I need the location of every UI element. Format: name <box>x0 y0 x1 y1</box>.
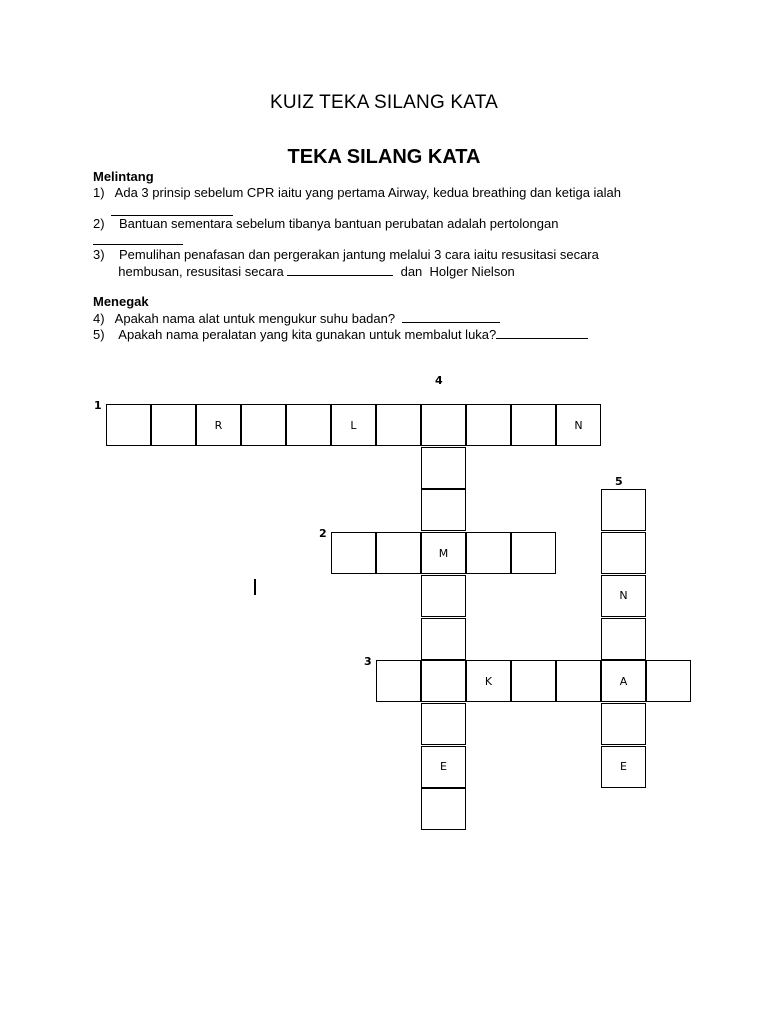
crossword-cell[interactable] <box>421 660 466 702</box>
crossword-title: TEKA SILANG KATA <box>287 146 481 168</box>
crossword-cell[interactable]: K <box>466 660 511 702</box>
crossword-cell[interactable]: N <box>556 404 601 446</box>
crossword-cell[interactable] <box>646 660 691 702</box>
clue-number-1: 1 <box>94 399 102 412</box>
crossword-cell[interactable]: N <box>601 575 646 617</box>
across-clue-3-part-b: dan Holger Nielson <box>393 264 515 279</box>
clue-number-2: 2 <box>319 527 327 541</box>
crossword-cell[interactable] <box>106 404 151 446</box>
clue-number-3: 3 <box>364 655 372 669</box>
crossword-cell[interactable]: A <box>601 660 646 702</box>
crossword-cell[interactable] <box>331 532 376 574</box>
crossword-cell[interactable] <box>511 404 556 446</box>
across-clue-3-line2 <box>93 263 515 280</box>
crossword-cell[interactable] <box>601 703 646 745</box>
across-clue-1: 1) Ada 3 prinsip sebelum CPR iaitu yang pertama Airway, kedua breathing dan ketiga ialah <box>93 185 622 200</box>
text-cursor <box>254 579 256 595</box>
down-clue-5-text: 5) Apakah nama peralatan yang kita gunakan untuk membalut luka? <box>93 327 497 342</box>
across-clue-3-line1: 3) Pemulihan penafasan dan pergerakan jantung melalui 3 cara iaitu resusitasi secara <box>93 247 599 262</box>
page-title: KUIZ TEKA SILANG KATA <box>269 92 499 113</box>
crossword-cell[interactable] <box>376 532 421 574</box>
crossword-cell[interactable] <box>421 489 466 531</box>
across-clue-3-part-a: hembusan, resusitasi secara <box>93 264 288 279</box>
crossword-cell[interactable]: M <box>421 532 466 574</box>
answer-blank-3[interactable] <box>287 263 393 276</box>
crossword-cell[interactable] <box>421 788 466 830</box>
answer-blank-4[interactable] <box>402 310 500 323</box>
crossword-cell[interactable]: E <box>421 746 466 788</box>
answer-blank-5[interactable] <box>496 326 588 339</box>
clue-number-4: 4 <box>435 374 443 387</box>
crossword-cell[interactable] <box>286 404 331 446</box>
crossword-cell[interactable] <box>601 532 646 574</box>
clue-number-5: 5 <box>615 475 623 489</box>
crossword-cell[interactable] <box>151 404 196 446</box>
crossword-cell[interactable] <box>376 404 421 446</box>
crossword-cell[interactable] <box>421 703 466 745</box>
across-clue-2: 2) Bantuan sementara sebelum tibanya bantuan perubatan adalah pertolongan <box>93 216 559 231</box>
crossword-cell[interactable] <box>511 660 556 702</box>
crossword-cell[interactable] <box>601 489 646 531</box>
crossword-cell[interactable] <box>421 575 466 617</box>
crossword-cell[interactable] <box>511 532 556 574</box>
across-heading: Melintang <box>93 169 154 184</box>
down-heading: Menegak <box>93 294 149 309</box>
down-clue-5 <box>93 326 588 343</box>
crossword-cell[interactable] <box>421 618 466 660</box>
crossword-cell[interactable] <box>421 404 466 446</box>
crossword-cell[interactable] <box>241 404 286 446</box>
crossword-cell[interactable] <box>601 618 646 660</box>
answer-blank-2[interactable] <box>93 244 183 245</box>
crossword-cell[interactable]: R <box>196 404 241 446</box>
down-clue-4-text: 4) Apakah nama alat untuk mengukur suhu badan? <box>93 311 403 326</box>
crossword-cell[interactable] <box>421 447 466 489</box>
crossword-cell[interactable] <box>556 660 601 702</box>
crossword-cell[interactable] <box>376 660 421 702</box>
crossword-cell[interactable] <box>466 532 511 574</box>
crossword-cell[interactable] <box>466 404 511 446</box>
crossword-cell[interactable]: L <box>331 404 376 446</box>
crossword-cell[interactable]: E <box>601 746 646 788</box>
down-clue-4 <box>93 310 500 327</box>
